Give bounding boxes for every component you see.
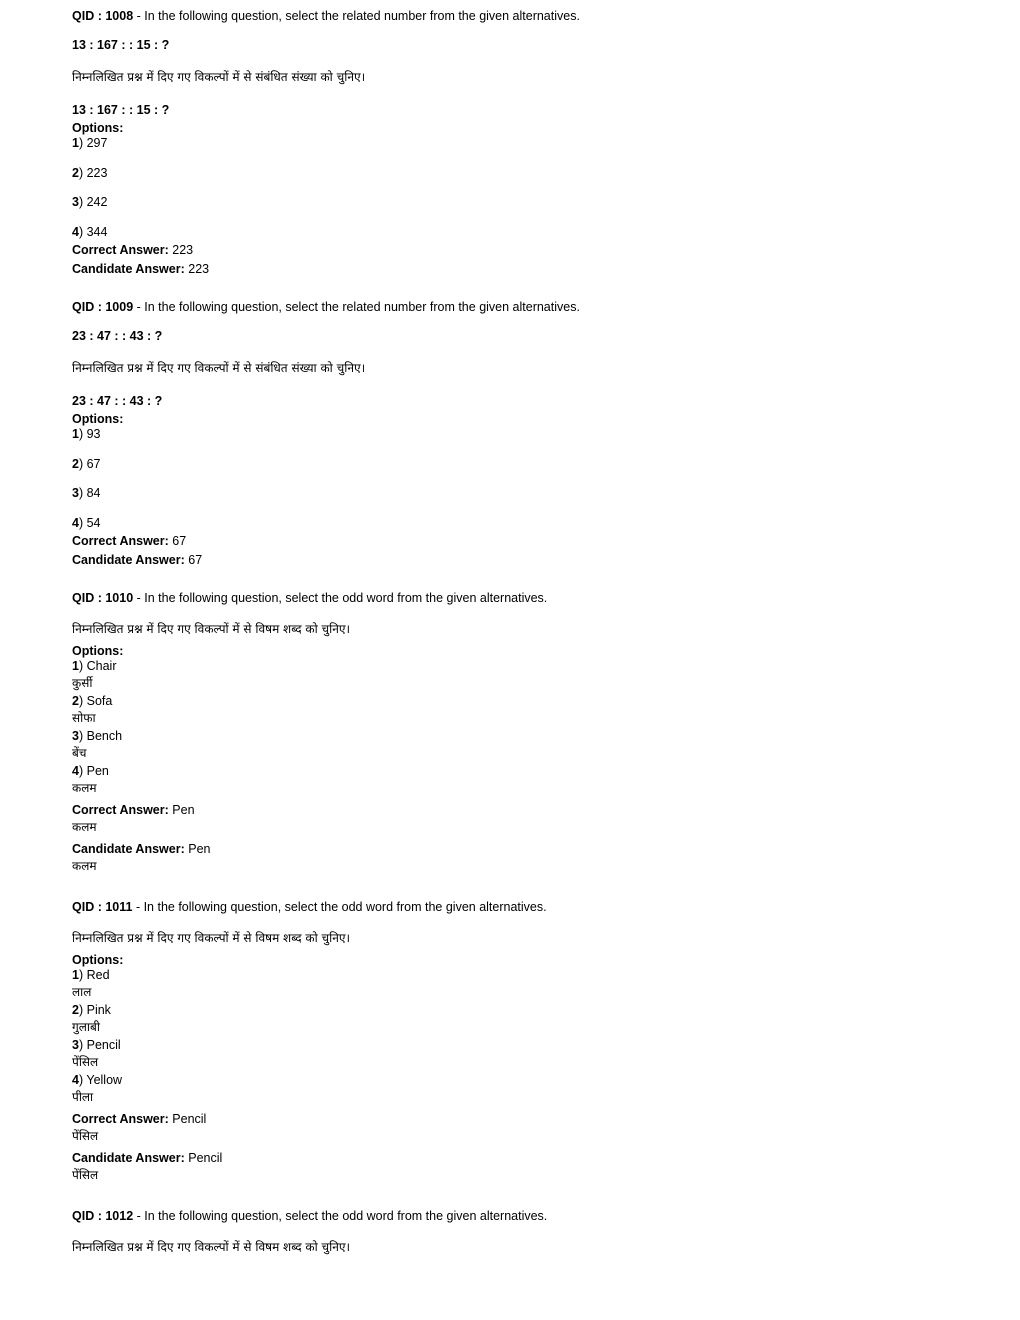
option-1-hindi: कुर्सी [72, 676, 93, 690]
option-4-hindi: कलम [72, 781, 97, 795]
option-4: 4) Yellow [72, 1073, 123, 1087]
correct-answer: Correct Answer: Pencil [72, 1112, 207, 1126]
options-label: Options: [72, 121, 124, 135]
option-3: 3) Bench [72, 729, 123, 743]
option-3: 3) Pencil [72, 1038, 121, 1052]
qid-value: 1008 [105, 9, 134, 23]
option-2: 2) Sofa [72, 694, 113, 708]
correct-answer-hindi: कलम [72, 820, 97, 834]
qid-value: 1011 [105, 900, 133, 914]
options-label: Options: [72, 953, 124, 967]
qid-value: 1010 [105, 591, 134, 605]
option-3-hindi: पेंसिल [72, 1055, 99, 1069]
option-1: 1) Red [72, 968, 110, 982]
correct-answer-hindi: पेंसिल [72, 1129, 99, 1143]
question-expression-repeat: 13 : 167 : : 15 : ? [72, 103, 170, 117]
question-text-hindi: निम्नलिखित प्रश्न में दिए गए विकल्पों में से संबंधित संख्या को चुनिए। [72, 70, 366, 84]
option-3: 3) 242 [72, 195, 108, 209]
option-2-hindi: गुलाबी [72, 1020, 100, 1034]
question-text-hindi: निम्नलिखित प्रश्न में दिए गए विकल्पों में से विषम शब्द को चुनिए। [72, 622, 351, 636]
option-2: 2) Pink [72, 1003, 111, 1017]
question-text: - In the following question, select the related number from the given alternatives. [136, 9, 580, 23]
question-text-hindi: निम्नलिखित प्रश्न में दिए गए विकल्पों में से विषम शब्द को चुनिए। [72, 1240, 351, 1254]
option-3: 3) 84 [72, 486, 101, 500]
question-text-hindi: निम्नलिखित प्रश्न में दिए गए विकल्पों में से विषम शब्द को चुनिए। [72, 931, 351, 945]
correct-answer: Correct Answer: 223 [72, 243, 194, 257]
option-4: 4) 344 [72, 225, 108, 239]
question-header: QID : 1009 - In the following question, select the related number from the given alternatives. [72, 300, 580, 314]
question-header: QID : 1012 - In the following question, select the odd word from the given alternatives. [72, 1209, 548, 1223]
option-1: 1) Chair [72, 659, 117, 673]
question-header [72, 8, 580, 25]
question-text: - In the following question, select the related number from the given alternatives. [136, 300, 580, 314]
option-1: 1) 93 [72, 427, 101, 441]
options-label: Options: [72, 412, 124, 426]
question-text: - In the following question, select the odd word from the given alternatives. [136, 591, 548, 605]
options-label: Options: [72, 644, 124, 658]
correct-answer: Correct Answer: Pen [72, 803, 195, 817]
qid-value: 1009 [105, 300, 134, 314]
candidate-answer-hindi: कलम [72, 859, 97, 873]
option-3-hindi: बेंच [72, 746, 87, 760]
question-expression: 23 : 47 : : 43 : ? [72, 329, 163, 343]
question-expression: 13 : 167 : : 15 : ? [72, 38, 170, 52]
option-2: 2) 223 [72, 166, 108, 180]
candidate-answer-hindi: पेंसिल [72, 1168, 99, 1182]
candidate-answer: Candidate Answer: Pen [72, 842, 211, 856]
option-1-hindi: लाल [72, 985, 92, 999]
question-text: - In the following question, select the odd word from the given alternatives. [136, 1209, 548, 1223]
qid-value: 1012 [105, 1209, 134, 1223]
candidate-answer: Candidate Answer: Pencil [72, 1151, 223, 1165]
option-2: 2) 67 [72, 457, 101, 471]
option-4: 4) Pen [72, 764, 109, 778]
option-2-hindi: सोफा [72, 711, 96, 725]
question-expression-repeat: 23 : 47 : : 43 : ? [72, 394, 163, 408]
option-1: 1) 297 [72, 136, 108, 150]
question-text-hindi: निम्नलिखित प्रश्न में दिए गए विकल्पों में से संबंधित संख्या को चुनिए। [72, 361, 366, 375]
correct-answer: Correct Answer: 67 [72, 534, 187, 548]
qid-label: QID : [72, 9, 102, 23]
candidate-answer: Candidate Answer: 67 [72, 553, 203, 567]
question-text: - In the following question, select the odd word from the given alternatives. [135, 900, 547, 914]
option-4: 4) 54 [72, 516, 101, 530]
candidate-answer: Candidate Answer: 223 [72, 262, 210, 276]
question-header: QID : 1010 - In the following question, select the odd word from the given alternatives. [72, 591, 548, 605]
question-header: QID : 1011 - In the following question, select the odd word from the given alternatives. [72, 900, 547, 914]
option-4-hindi: पीला [72, 1090, 94, 1104]
